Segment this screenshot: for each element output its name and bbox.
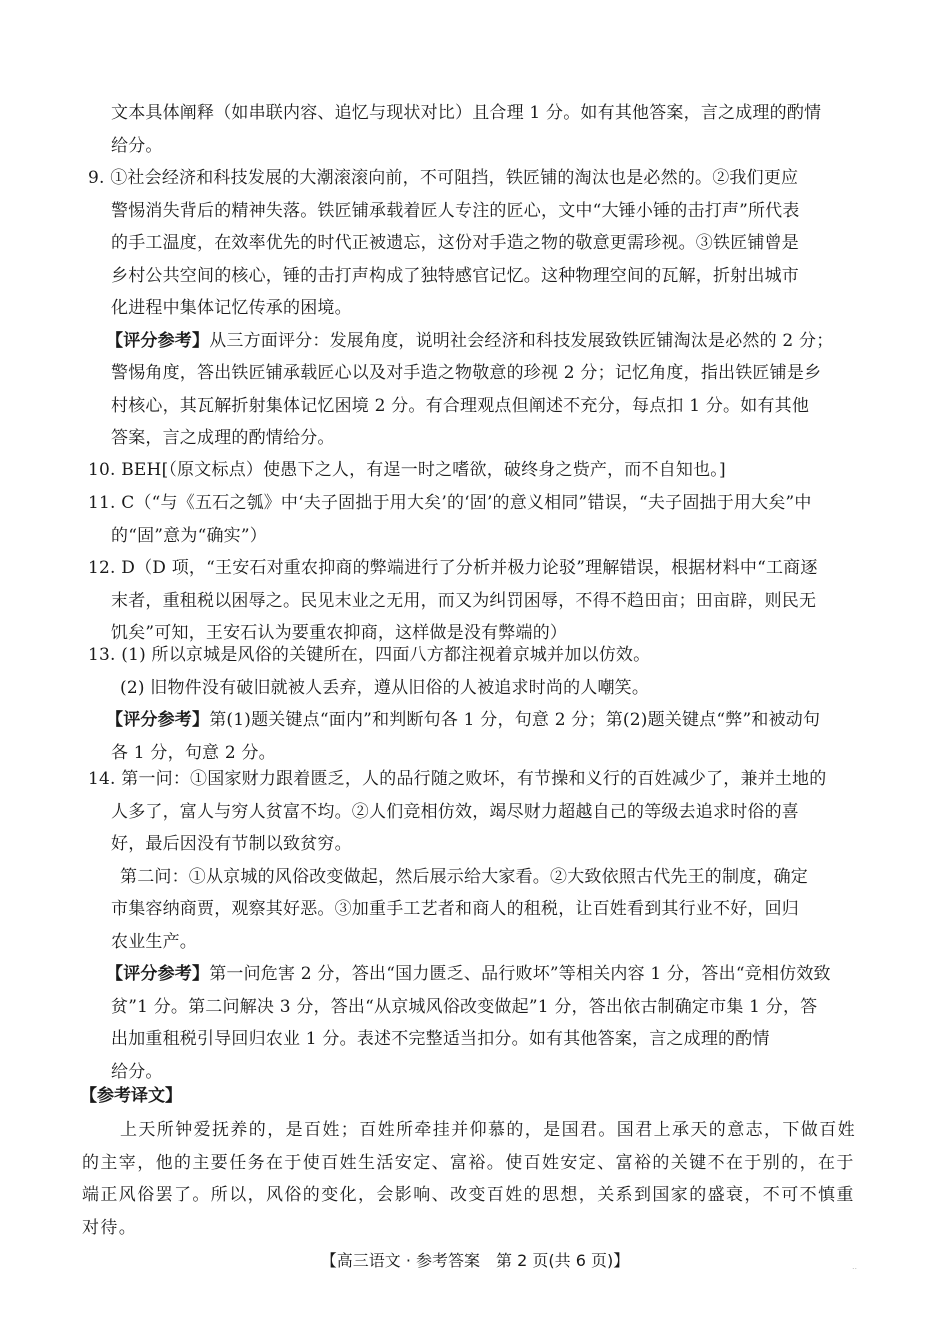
rubric-text: 第(1)题关键点“面内”和判断句各 1 分，句意 2 分；第(2)题关键点“弊”和被动句 — [209, 710, 821, 730]
text-line: 饥矣”可知，王安石认为要重农抑商，这样做是没有弊端的） — [111, 623, 568, 643]
text-line: 答案，言之成理的酌情给分。 — [111, 428, 335, 448]
page-footer: 【高三语文 · 参考答案 第 2 页(共 6 页)】 — [320, 1251, 630, 1270]
text-line: 化进程中集体记忆传承的困境。 — [111, 298, 352, 318]
answer-13 — [88, 639, 878, 769]
rubric-label: 【评分参考】 — [106, 964, 210, 984]
answer-14 — [88, 763, 878, 1088]
rubric-line — [106, 325, 878, 358]
text-line: 端正风俗罢了。所以，风俗的变化，会影响、改变百姓的思想，关系到国家的盛衰，不可不慎重 — [82, 1185, 855, 1205]
rubric-line — [106, 958, 878, 991]
text-line: 警惕消失背后的精神失落。铁匠铺承载着匠人专注的匠心，文中“大锤小锤的击打声”所代表 — [111, 200, 800, 221]
text-line: 的手工温度，在效率优先的时代正被遗忘，这份对手造之物的敬意更需珍视。③铁匠铺曾是 — [111, 233, 799, 253]
answer-9 — [88, 162, 878, 455]
text-line: 12. D（D 项，“王安石对重农抑商的弊端进行了分析并极力论驳”理解错误，根据材料中“工商逐 — [88, 558, 818, 578]
text-line: 好，最后因没有节制以致贫穷。 — [111, 834, 352, 854]
rubric-text: 从三方面评分：发展角度，说明社会经济和科技发展致铁匠铺淘汰是必然的 2 分； — [209, 330, 834, 351]
text-line: 文本具体阐释（如串联内容、追忆与现状对比）且合理 1 分。如有其他答案，言之成理的酌情 — [111, 103, 822, 123]
text-line: 市集容纳商贾，观察其好恶。③加重手工艺者和商人的租税，让百姓看到其行业不好，回归 — [111, 899, 799, 919]
text-line: 警惕角度，答出铁匠铺承载匠心以及对手造之物敬意的珍视 2 分；记忆角度，指出铁匠铺是乡 — [111, 363, 822, 383]
text-line: 第二问：①从京城的风俗改变做起，然后展示给大家看。②大致依照古代先王的制度，确定 — [120, 866, 808, 887]
text-line: 各 1 分，句意 2 分。 — [111, 742, 276, 763]
translation-heading: 【参考译文】 — [80, 1086, 182, 1106]
rubric-text: 第一问危害 2 分，答出“国力匮乏、品行败坏”等相关内容 1 分，答出“竞相仿效致 — [209, 964, 831, 984]
translation-body — [82, 1114, 882, 1244]
text-line: 人多了，富人与穷人贫富不均。②人们竞相仿效，竭尽财力超越自己的等级去追求时俗的喜 — [111, 801, 799, 822]
text-line: 给分。 — [111, 1061, 163, 1082]
text-line: (2) 旧物件没有破旧就被人丢弃，遵从旧俗的人被追求时尚的人嘲笑。 — [120, 677, 650, 698]
text-line: 上天所钟爱抚养的，是百姓；百姓所牵挂并仰慕的，是国君。国君上承天的意志，下做百姓 — [120, 1120, 856, 1140]
scan-mark: .. — [852, 1262, 858, 1271]
answer-10 — [88, 454, 878, 487]
text-line: 出加重租税引导回归农业 1 分。表述不完整适当扣分。如有其他答案，言之成理的酌情 — [111, 1029, 770, 1049]
text-line: 14. 第一问：①国家财力跟着匮乏，人的品行随之败坏，有节操和义行的百姓减少了，兼并土地的 — [88, 769, 827, 789]
answer-12 — [88, 552, 878, 650]
text-line: 给分。 — [111, 135, 163, 156]
text-line: 农业生产。 — [111, 931, 197, 952]
q8-continuation — [111, 97, 871, 162]
rubric-label: 【评分参考】 — [106, 710, 210, 730]
rubric-line — [106, 704, 878, 737]
text-line: 的“固”意为“确实”） — [111, 525, 267, 546]
text-line: 的主宰，他的主要任务在于使百姓生活安定、富裕。使百姓安定、富裕的关键不在于别的，在于 — [82, 1152, 855, 1173]
text-line: 乡村公共空间的核心，锤的击打声构成了独特感官记忆。这种物理空间的瓦解，折射出城市 — [111, 265, 799, 286]
text-line: 对待。 — [82, 1217, 138, 1238]
text-line: 9. ①社会经济和科技发展的大潮滚滚向前，不可阻挡，铁匠铺的淘汰也是必然的。②我们更应 — [88, 168, 799, 188]
text-line: 10. BEH[（原文标点）使愚下之人，有逞一时之嗜欲，破终身之赀产，而不自知也。] — [88, 460, 726, 480]
answer-11 — [88, 487, 878, 552]
text-line: 11. C（“与《五石之瓠》中‘夫子固拙于用大矣’的‘固’的意义相同”错误，“夫子固拙于用大矣”中 — [88, 493, 812, 513]
text-line: 贫”1 分。第二问解决 3 分，答出“从京城风俗改变做起”1 分，答出依古制确定市集 1 分，答 — [111, 996, 818, 1017]
text-line: 13. (1) 所以京城是风俗的关键所在，四面八方都注视着京城并加以仿效。 — [88, 645, 651, 665]
text-line: 末者，重租税以困辱之。民见末业之无用，而又为纠罚困辱，不得不趋田亩；田亩辟，则民无 — [111, 590, 817, 611]
text-line: 村核心，其瓦解折射集体记忆困境 2 分。有合理观点但阐述不充分，每点扣 1 分。如有其他 — [111, 395, 810, 416]
rubric-label: 【评分参考】 — [106, 330, 210, 351]
